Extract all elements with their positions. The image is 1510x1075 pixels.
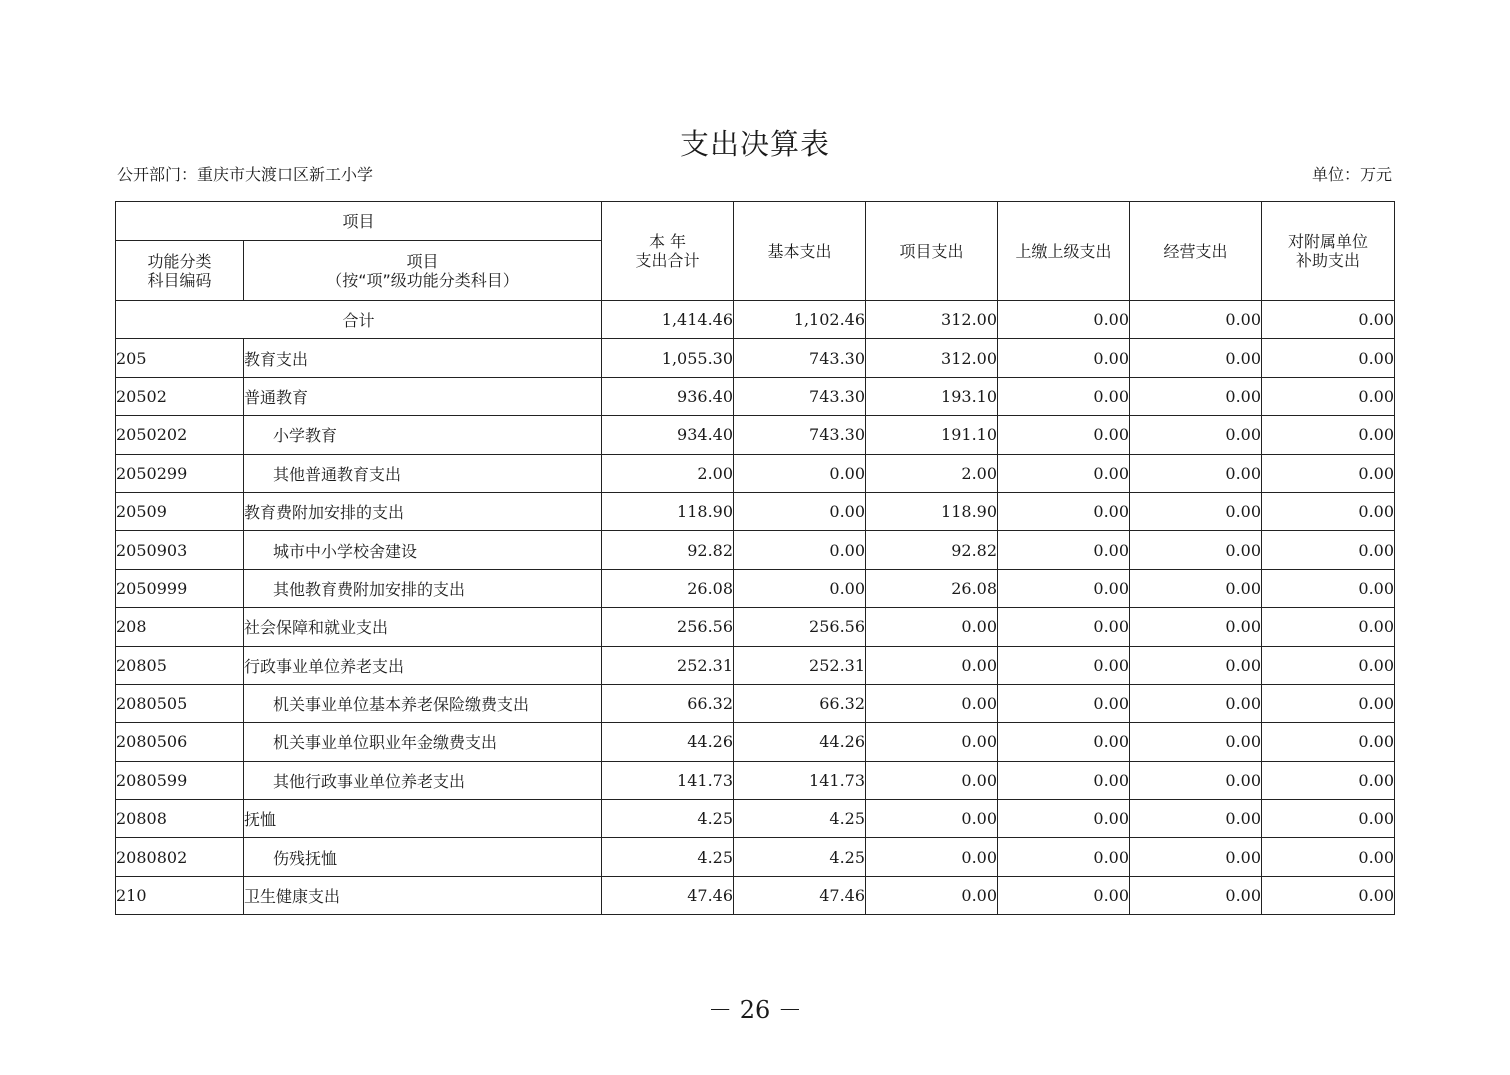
row-total: 4.25 xyxy=(602,838,734,876)
row-total: 44.26 xyxy=(602,723,734,761)
unit-label: 单位：万元 xyxy=(1311,165,1392,184)
row-total: 252.31 xyxy=(602,646,734,684)
header-code-line2: 科目编码 xyxy=(147,270,212,290)
row-total: 1,055.30 xyxy=(602,339,734,377)
row-project: 0.00 xyxy=(866,608,998,646)
row-code: 2080505 xyxy=(116,684,244,722)
row-total: 936.40 xyxy=(602,377,734,415)
row-code: 20502 xyxy=(116,377,244,415)
header-upper: 上缴上级支出 xyxy=(998,202,1130,301)
row-project: 0.00 xyxy=(866,723,998,761)
row-project: 26.08 xyxy=(866,569,998,607)
row-upper: 0.00 xyxy=(998,492,1130,530)
header-total-line2: 支出合计 xyxy=(635,251,700,270)
table-row xyxy=(116,761,1395,799)
header-name xyxy=(244,241,602,301)
table-row xyxy=(116,339,1395,377)
row-subsidy: 0.00 xyxy=(1262,800,1395,838)
row-basic: 66.32 xyxy=(734,684,866,722)
row-upper: 0.00 xyxy=(998,876,1130,914)
row-basic: 4.25 xyxy=(734,838,866,876)
row-basic: 141.73 xyxy=(734,761,866,799)
total-project: 312.00 xyxy=(866,301,998,339)
header-basic: 基本支出 xyxy=(734,202,866,301)
header-project-group: 项目 xyxy=(116,202,602,241)
row-name: 其他行政事业单位养老支出 xyxy=(244,761,602,799)
table-row xyxy=(116,377,1395,415)
row-business: 0.00 xyxy=(1130,492,1262,530)
page-number: － 26 － xyxy=(708,996,802,1024)
table-row xyxy=(116,531,1395,569)
row-upper: 0.00 xyxy=(998,838,1130,876)
row-code: 2080506 xyxy=(116,723,244,761)
table-row xyxy=(116,684,1395,722)
row-code: 2050999 xyxy=(116,569,244,607)
row-business: 0.00 xyxy=(1130,646,1262,684)
department-label: 公开部门：重庆市大渡口区新工小学 xyxy=(117,165,374,184)
row-code: 2050202 xyxy=(116,416,244,454)
total-total: 1,414.46 xyxy=(602,301,734,339)
row-name: 其他普通教育支出 xyxy=(244,454,602,492)
row-basic: 743.30 xyxy=(734,339,866,377)
row-name: 普通教育 xyxy=(244,377,602,415)
row-upper: 0.00 xyxy=(998,646,1130,684)
row-basic: 0.00 xyxy=(734,454,866,492)
row-project: 92.82 xyxy=(866,531,998,569)
row-basic: 47.46 xyxy=(734,876,866,914)
row-basic: 0.00 xyxy=(734,531,866,569)
row-total: 118.90 xyxy=(602,492,734,530)
row-business: 0.00 xyxy=(1130,608,1262,646)
row-code: 2080802 xyxy=(116,838,244,876)
row-code: 2050903 xyxy=(116,531,244,569)
table-row xyxy=(116,454,1395,492)
header-name-line2: （按“项”级功能分类科目） xyxy=(326,270,519,290)
row-subsidy: 0.00 xyxy=(1262,531,1395,569)
row-business: 0.00 xyxy=(1130,569,1262,607)
row-code: 2050299 xyxy=(116,454,244,492)
row-basic: 0.00 xyxy=(734,492,866,530)
row-project: 2.00 xyxy=(866,454,998,492)
row-name: 教育支出 xyxy=(244,339,602,377)
table-row xyxy=(116,646,1395,684)
row-name: 社会保障和就业支出 xyxy=(244,608,602,646)
row-project: 0.00 xyxy=(866,684,998,722)
row-subsidy: 0.00 xyxy=(1262,608,1395,646)
table-row xyxy=(116,608,1395,646)
row-name: 卫生健康支出 xyxy=(244,876,602,914)
row-subsidy: 0.00 xyxy=(1262,416,1395,454)
row-upper: 0.00 xyxy=(998,608,1130,646)
row-business: 0.00 xyxy=(1130,838,1262,876)
row-business: 0.00 xyxy=(1130,684,1262,722)
row-code: 20509 xyxy=(116,492,244,530)
row-code: 20805 xyxy=(116,646,244,684)
row-subsidy: 0.00 xyxy=(1262,684,1395,722)
row-total: 47.46 xyxy=(602,876,734,914)
table-row xyxy=(116,800,1395,838)
expenditure-table xyxy=(115,201,1395,915)
row-name: 城市中小学校舍建设 xyxy=(244,531,602,569)
row-code: 20808 xyxy=(116,800,244,838)
row-basic: 0.00 xyxy=(734,569,866,607)
row-upper: 0.00 xyxy=(998,723,1130,761)
total-row xyxy=(116,301,1395,339)
row-code: 210 xyxy=(116,876,244,914)
header-name-line1: 项目 xyxy=(406,251,439,271)
row-total: 4.25 xyxy=(602,800,734,838)
table-row xyxy=(116,876,1395,914)
row-name: 教育费附加安排的支出 xyxy=(244,492,602,530)
row-business: 0.00 xyxy=(1130,531,1262,569)
row-name: 机关事业单位基本养老保险缴费支出 xyxy=(244,684,602,722)
total-basic: 1,102.46 xyxy=(734,301,866,339)
row-code: 208 xyxy=(116,608,244,646)
row-total: 256.56 xyxy=(602,608,734,646)
header-code xyxy=(116,241,244,301)
row-business: 0.00 xyxy=(1130,876,1262,914)
row-business: 0.00 xyxy=(1130,339,1262,377)
row-upper: 0.00 xyxy=(998,416,1130,454)
row-name: 伤残抚恤 xyxy=(244,838,602,876)
table-row xyxy=(116,723,1395,761)
row-total: 2.00 xyxy=(602,454,734,492)
row-subsidy: 0.00 xyxy=(1262,377,1395,415)
row-basic: 4.25 xyxy=(734,800,866,838)
row-basic: 256.56 xyxy=(734,608,866,646)
row-project: 0.00 xyxy=(866,761,998,799)
table-row xyxy=(116,569,1395,607)
row-subsidy: 0.00 xyxy=(1262,723,1395,761)
row-code: 2080599 xyxy=(116,761,244,799)
row-total: 26.08 xyxy=(602,569,734,607)
row-name: 其他教育费附加安排的支出 xyxy=(244,569,602,607)
total-label: 合计 xyxy=(116,301,602,339)
row-project: 0.00 xyxy=(866,838,998,876)
row-total: 66.32 xyxy=(602,684,734,722)
row-basic: 743.30 xyxy=(734,377,866,415)
row-business: 0.00 xyxy=(1130,761,1262,799)
table-body xyxy=(116,301,1395,915)
row-subsidy: 0.00 xyxy=(1262,646,1395,684)
row-project: 193.10 xyxy=(866,377,998,415)
total-business: 0.00 xyxy=(1130,301,1262,339)
header-code-line1: 功能分类 xyxy=(147,251,212,271)
row-basic: 44.26 xyxy=(734,723,866,761)
row-project: 118.90 xyxy=(866,492,998,530)
row-subsidy: 0.00 xyxy=(1262,761,1395,799)
row-upper: 0.00 xyxy=(998,454,1130,492)
header-project: 项目支出 xyxy=(866,202,998,301)
row-upper: 0.00 xyxy=(998,569,1130,607)
row-business: 0.00 xyxy=(1130,723,1262,761)
row-subsidy: 0.00 xyxy=(1262,876,1395,914)
row-basic: 743.30 xyxy=(734,416,866,454)
row-subsidy: 0.00 xyxy=(1262,492,1395,530)
row-project: 0.00 xyxy=(866,876,998,914)
header-subsidy xyxy=(1262,202,1395,301)
row-subsidy: 0.00 xyxy=(1262,838,1395,876)
row-name: 小学教育 xyxy=(244,416,602,454)
row-project: 312.00 xyxy=(866,339,998,377)
row-upper: 0.00 xyxy=(998,377,1130,415)
row-subsidy: 0.00 xyxy=(1262,454,1395,492)
row-project: 0.00 xyxy=(866,800,998,838)
row-project: 0.00 xyxy=(866,646,998,684)
row-subsidy: 0.00 xyxy=(1262,569,1395,607)
table-row xyxy=(116,838,1395,876)
header-total-line1: 本 年 xyxy=(648,232,687,251)
row-upper: 0.00 xyxy=(998,531,1130,569)
table-row xyxy=(116,492,1395,530)
row-project: 191.10 xyxy=(866,416,998,454)
row-upper: 0.00 xyxy=(998,684,1130,722)
row-total: 92.82 xyxy=(602,531,734,569)
header-business: 经营支出 xyxy=(1130,202,1262,301)
row-upper: 0.00 xyxy=(998,761,1130,799)
row-name: 抚恤 xyxy=(244,800,602,838)
row-business: 0.00 xyxy=(1130,377,1262,415)
row-upper: 0.00 xyxy=(998,800,1130,838)
row-business: 0.00 xyxy=(1130,454,1262,492)
row-business: 0.00 xyxy=(1130,416,1262,454)
row-name: 行政事业单位养老支出 xyxy=(244,646,602,684)
row-upper: 0.00 xyxy=(998,339,1130,377)
row-basic: 252.31 xyxy=(734,646,866,684)
row-name: 机关事业单位职业年金缴费支出 xyxy=(244,723,602,761)
header-subsidy-line2: 补助支出 xyxy=(1296,251,1361,270)
total-upper: 0.00 xyxy=(998,301,1130,339)
row-business: 0.00 xyxy=(1130,800,1262,838)
table-row xyxy=(116,416,1395,454)
header-subsidy-line1: 对附属单位 xyxy=(1288,232,1369,251)
row-total: 934.40 xyxy=(602,416,734,454)
total-subsidy: 0.00 xyxy=(1262,301,1395,339)
row-total: 141.73 xyxy=(602,761,734,799)
row-code: 205 xyxy=(116,339,244,377)
page-title: 支出决算表 xyxy=(679,127,830,161)
header-total xyxy=(602,202,734,301)
row-subsidy: 0.00 xyxy=(1262,339,1395,377)
